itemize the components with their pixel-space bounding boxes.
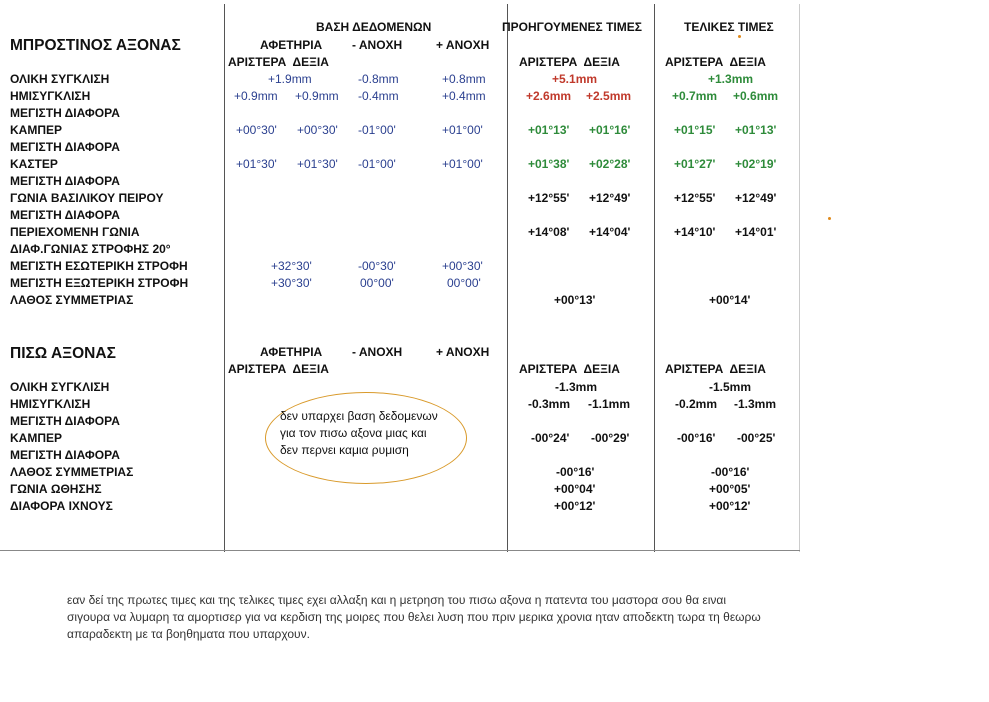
front-symmetry-prev: +00°13' (554, 293, 596, 307)
rear-row-label: ΟΛΙΚΗ ΣΥΓΚΛΙΣΗ (10, 380, 110, 394)
divider-previous (507, 4, 508, 552)
front-caster-final-left: +01°27' (674, 157, 716, 171)
rear-symmetry-final: -00°16' (711, 465, 750, 479)
rear-row-label: ΗΜΙΣΥΓΚΛΙΣΗ (10, 397, 91, 411)
front-final-leftright: ΑΡΙΣΤΕΡΑ ΔΕΞΙΑ (665, 55, 766, 69)
rear-row-label: ΓΩΝΙΑ ΩΘΗΣΗΣ (10, 482, 102, 496)
annotation-line: δεν υπαρχει βαση δεδομενων (280, 409, 438, 423)
front-row-label: ΛΑΘΟΣ ΣΥΜΜΕΤΡΙΑΣ (10, 293, 134, 307)
annotation-line: δεν περνει καμια ρυμιση (280, 443, 409, 457)
rear-row-label: ΜΕΓΙΣΤΗ ΔΙΑΦΟΡΑ (10, 448, 120, 462)
rear-thrust-final: +00°05' (709, 482, 751, 496)
front-row-label: ΜΕΓΙΣΤΗ ΔΙΑΦΟΡΑ (10, 208, 120, 222)
front-row-label: ΔΙΑΦ.ΓΩΝΙΑΣ ΣΤΡΟΦΗΣ 20° (10, 242, 171, 256)
footer-line: εαν δεί της πρωτες τιμες και της τελικες τιμες εχει αλλαξη και η μετρηση του πισω αξονα η πατεντα του μαστορα σου θα ειναι (67, 593, 726, 607)
rear-camber-final-right: -00°25' (737, 431, 776, 445)
bottom-line (0, 550, 800, 551)
front-caster-minus: -01°00' (358, 157, 396, 171)
front-half-toe-final-right: +0.6mm (733, 89, 779, 103)
front-camber-final-left: +01°15' (674, 123, 716, 137)
front-max-inner-start: +32°30' (271, 259, 312, 273)
rear-total-toe-prev: -1.3mm (555, 380, 598, 394)
rear-final-leftright: ΑΡΙΣΤΕΡΑ ΔΕΞΙΑ (665, 362, 766, 376)
front-row-label: ΠΕΡΙΕΧΟΜΕΝΗ ΓΩΝΙΑ (10, 225, 140, 239)
front-col-minus: - ΑΝΟΧΗ (352, 38, 403, 52)
rear-row-label: ΚΑΜΠΕΡ (10, 431, 63, 445)
front-included-prev-right: +14°04' (589, 225, 631, 239)
rear-col-minus: - ΑΝΟΧΗ (352, 345, 403, 359)
orange-dot-mark (738, 35, 741, 38)
rear-camber-final-left: -00°16' (677, 431, 716, 445)
front-caster-start-right: +01°30' (297, 157, 338, 171)
front-camber-start-left: +00°30' (236, 123, 277, 137)
front-max-outer-start: +30°30' (271, 276, 312, 290)
front-axle-title: ΜΠΡΟΣΤΙΝΟΣ ΑΞΟΝΑΣ (10, 37, 181, 54)
rear-row-label: ΔΙΑΦΟΡΑ ΙΧΝΟΥΣ (10, 499, 113, 513)
front-total-toe-prev: +5.1mm (552, 72, 598, 86)
front-camber-prev-right: +01°16' (589, 123, 631, 137)
front-total-toe-start: +1.9mm (268, 72, 312, 86)
rear-camber-prev-right: -00°29' (591, 431, 630, 445)
header-previous: ΠΡΟΗΓΟΥΜΕΝΕΣ ΤΙΜΕΣ (502, 20, 642, 34)
front-half-toe-plus: +0.4mm (442, 89, 486, 103)
front-row-label: ΟΛΙΚΗ ΣΥΓΚΛΙΣΗ (10, 72, 110, 86)
front-caster-plus: +01°00' (442, 157, 483, 171)
rear-track-diff-prev: +00°12' (554, 499, 596, 513)
front-camber-plus: +01°00' (442, 123, 483, 137)
header-database: ΒΑΣΗ ΔΕΔΟΜΕΝΩΝ (316, 20, 432, 34)
front-kingpin-final-left: +12°55' (674, 191, 716, 205)
front-col-leftright: ΑΡΙΣΤΕΡΑ ΔΕΞΙΑ (228, 55, 329, 69)
front-kingpin-final-right: +12°49' (735, 191, 777, 205)
footer-line: σιγουρα να λυμαρη τα αμορτισερ για να κερδιση της μοιρες που θελει λυση που πριν μερικα χρονια ηταν αποδεκτη τωρα τη θεωρω (67, 610, 761, 624)
front-kingpin-prev-right: +12°49' (589, 191, 631, 205)
front-row-label: ΜΕΓΙΣΤΗ ΔΙΑΦΟΡΑ (10, 106, 120, 120)
front-max-inner-plus: +00°30' (442, 259, 483, 273)
divider-right (799, 4, 800, 552)
rear-axle-title: ΠΙΣΩ ΑΞΟΝΑΣ (10, 345, 116, 362)
rear-total-toe-final: -1.5mm (709, 380, 752, 394)
annotation-text (280, 408, 438, 459)
front-row-label: ΜΕΓΙΣΤΗ ΕΞΩΤΕΡΙΚΗ ΣΤΡΟΦΗ (10, 276, 189, 290)
front-half-toe-start-right: +0.9mm (295, 89, 339, 103)
front-row-label: ΚΑΜΠΕΡ (10, 123, 63, 137)
front-row-label: ΜΕΓΙΣΤΗ ΔΙΑΦΟΡΑ (10, 140, 120, 154)
front-row-label: ΓΩΝΙΑ ΒΑΣΙΛΙΚΟΥ ΠΕΙΡΟΥ (10, 191, 164, 205)
rear-row-label: ΛΑΘΟΣ ΣΥΜΜΕΤΡΙΑΣ (10, 465, 134, 479)
front-included-final-right: +14°01' (735, 225, 777, 239)
rear-half-toe-final-right: -1.3mm (734, 397, 777, 411)
front-prev-leftright: ΑΡΙΣΤΕΡΑ ΔΕΞΙΑ (519, 55, 620, 69)
front-included-final-left: +14°10' (674, 225, 716, 239)
rear-half-toe-prev-left: -0.3mm (528, 397, 571, 411)
front-included-prev-left: +14°08' (528, 225, 570, 239)
front-row-label: ΜΕΓΙΣΤΗ ΕΣΩΤΕΡΙΚΗ ΣΤΡΟΦΗ (10, 259, 188, 273)
rear-symmetry-prev: -00°16' (556, 465, 595, 479)
orange-dot-mark (828, 217, 831, 220)
front-camber-prev-left: +01°13' (528, 123, 570, 137)
front-camber-start-right: +00°30' (297, 123, 338, 137)
rear-col-plus: + ΑΝΟΧΗ (436, 345, 490, 359)
rear-prev-leftright: ΑΡΙΣΤΕΡΑ ΔΕΞΙΑ (519, 362, 620, 376)
front-col-start: ΑΦΕΤΗΡΙΑ (260, 38, 323, 52)
front-col-plus: + ΑΝΟΧΗ (436, 38, 490, 52)
rear-col-start: ΑΦΕΤΗΡΙΑ (260, 345, 323, 359)
rear-track-diff-final: +00°12' (709, 499, 751, 513)
front-camber-minus: -01°00' (358, 123, 396, 137)
front-row-label: ΗΜΙΣΥΓΚΛΙΣΗ (10, 89, 91, 103)
rear-col-leftright: ΑΡΙΣΤΕΡΑ ΔΕΞΙΑ (228, 362, 329, 376)
footer-comment (67, 592, 761, 643)
front-caster-prev-left: +01°38' (528, 157, 570, 171)
front-camber-final-right: +01°13' (735, 123, 777, 137)
front-half-toe-minus: -0.4mm (358, 89, 399, 103)
front-half-toe-prev-right: +2.5mm (586, 89, 632, 103)
divider-final (654, 4, 655, 552)
footer-line: απαραδεκτη με τα βοηθηματα που υπαρχουν. (67, 627, 310, 641)
front-caster-start-left: +01°30' (236, 157, 277, 171)
front-symmetry-final: +00°14' (709, 293, 751, 307)
front-half-toe-prev-left: +2.6mm (526, 89, 572, 103)
divider-database (224, 4, 225, 552)
header-final: ΤΕΛΙΚΕΣ ΤΙΜΕΣ (684, 20, 774, 34)
rear-thrust-prev: +00°04' (554, 482, 596, 496)
annotation-line: για τον πισω αξονα μιας και (280, 426, 427, 440)
rear-half-toe-prev-right: -1.1mm (588, 397, 631, 411)
front-total-toe-minus: -0.8mm (358, 72, 399, 86)
front-max-inner-minus: -00°30' (358, 259, 396, 273)
front-max-outer-plus: 00°00' (447, 276, 481, 290)
front-half-toe-final-left: +0.7mm (672, 89, 718, 103)
front-row-label: ΚΑΣΤΕΡ (10, 157, 58, 171)
front-max-outer-minus: 00°00' (360, 276, 394, 290)
front-half-toe-start-left: +0.9mm (234, 89, 278, 103)
rear-half-toe-final-left: -0.2mm (675, 397, 718, 411)
rear-row-label: ΜΕΓΙΣΤΗ ΔΙΑΦΟΡΑ (10, 414, 120, 428)
front-total-toe-plus: +0.8mm (442, 72, 486, 86)
rear-camber-prev-left: -00°24' (531, 431, 570, 445)
front-caster-prev-right: +02°28' (589, 157, 631, 171)
front-row-label: ΜΕΓΙΣΤΗ ΔΙΑΦΟΡΑ (10, 174, 120, 188)
front-total-toe-final: +1.3mm (708, 72, 754, 86)
front-kingpin-prev-left: +12°55' (528, 191, 570, 205)
front-caster-final-right: +02°19' (735, 157, 777, 171)
